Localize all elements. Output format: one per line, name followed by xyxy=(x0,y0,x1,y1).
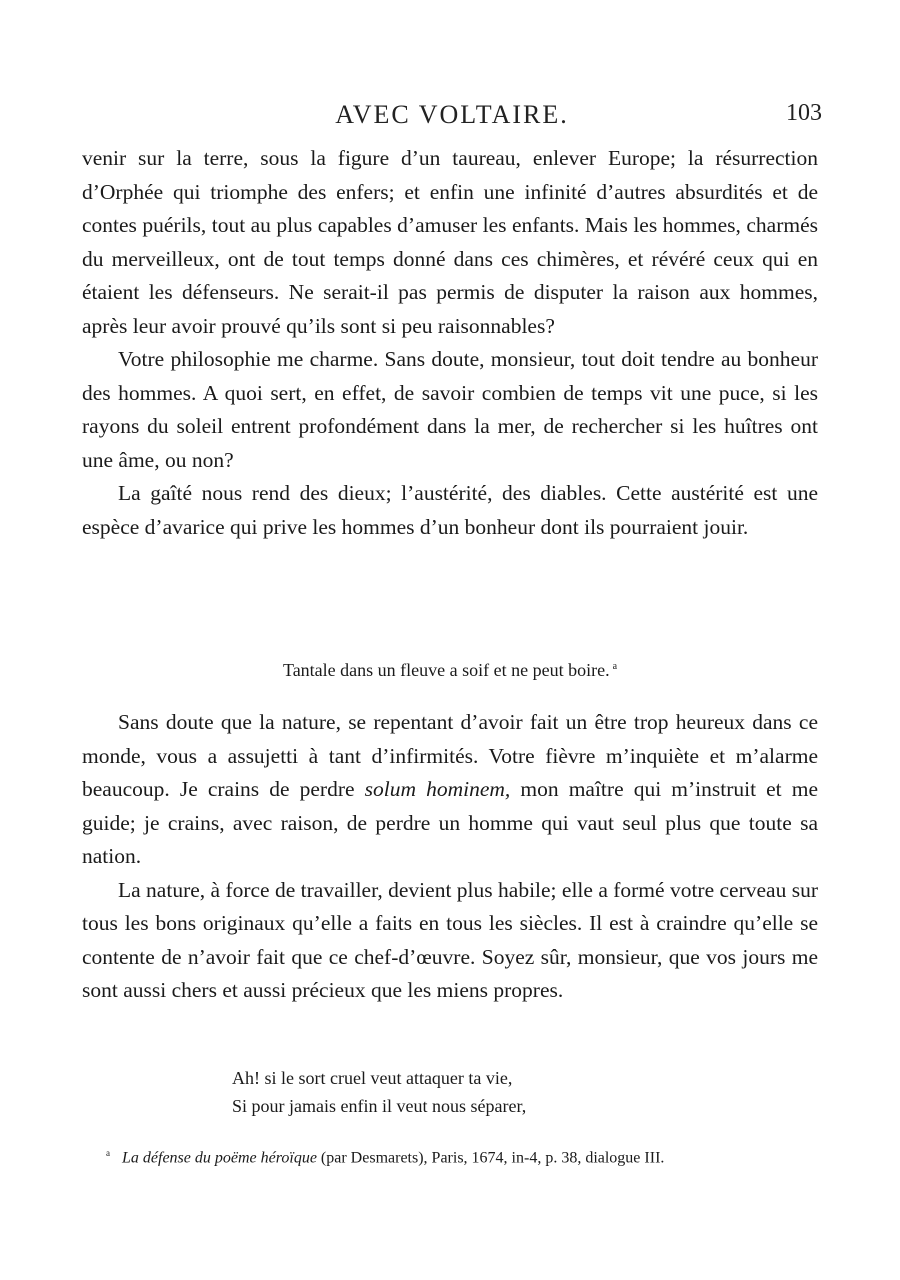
verse-block xyxy=(232,1064,526,1120)
running-title: AVEC VOLTAIRE. xyxy=(335,100,569,129)
footnote-title: La défense du poëme héroïque xyxy=(122,1149,317,1167)
footnote-reference: a xyxy=(612,661,618,672)
paragraph-continuation: venir sur la terre, sous la figure d’un taureau, enlever Europe; la résurrection d’Orphée qui triomphe des enfers; et enfin une infinité d’autres absurdités et de contes puérils, tout au plus capables d’amuser les enfants. Mais les hommes, charmés du merveilleux, ont de tout temps donné dans ces chimères, et révéré ceux qui en étaient les défenseurs. Ne serait-il pas permis de disputer la raison aux hommes, après leur avoir prouvé qu’ils sont si peu raisonnables? xyxy=(82,146,818,338)
text-block-lower xyxy=(82,706,818,1008)
paragraph-nature-fievre xyxy=(82,706,818,874)
verse-line: Si pour jamais enfin il veut nous séparer, xyxy=(232,1096,527,1116)
paragraph-philosophie: Votre philosophie me charme. Sans doute, monsieur, tout doit tendre au bonheur des hommes. A quoi sert, en effet, de savoir combien de temps vit une puce, si les rayons du soleil entrent profondément dans la mer, de rechercher si les huîtres ont une âme, ou non? xyxy=(82,347,818,472)
paragraph-gaite: La gaîté nous rend des dieux; l’austérité, des diables. Cette austérité est une espèce d’avarice qui prive les hommes d’un bonheur dont ils pourraient jouir. xyxy=(82,481,818,539)
paragraph-nature-cerveau: La nature, à force de travailler, devient plus habile; elle a formé votre cerveau sur tous les bons originaux qu’elle a faits en tous les siècles. Il est à craindre qu’elle se contente de n’avoir fait que ce chef-d’œuvre. Soyez sûr, monsieur, que vos jours me sont aussi chers et aussi précieux que les miens propres. xyxy=(82,877,818,1002)
page-number: 103 xyxy=(786,100,822,126)
text-block-upper xyxy=(82,142,818,544)
quote-text: Tantale dans un fleuve a soif et ne peut boire. xyxy=(282,660,610,680)
quoted-verse-line xyxy=(0,660,900,681)
paragraph-text: mon maître qui m’instruit et me guide; je crains, avec raison, de perdre un homme qui vaut seul plus que toute sa nation. xyxy=(82,777,819,868)
latin-phrase: solum hominem, xyxy=(364,777,511,801)
running-head xyxy=(82,100,822,134)
footnote xyxy=(106,1148,806,1167)
footnote-text: (par Desmarets), Paris, 1674, in-4, p. 38, dialogue III. xyxy=(316,1149,665,1167)
paragraph-text: Sans doute que la nature, se repentant d’avoir fait un être trop heureux dans ce monde, vous a assujetti à tant d’infirmités. Votre fièvre m’inquiète et m’alarme beaucoup. Je crains de perdre xyxy=(82,710,818,801)
verse-line: Ah! si le sort cruel veut attaquer ta vie, xyxy=(232,1068,513,1088)
footnote-marker: a xyxy=(106,1148,110,1158)
